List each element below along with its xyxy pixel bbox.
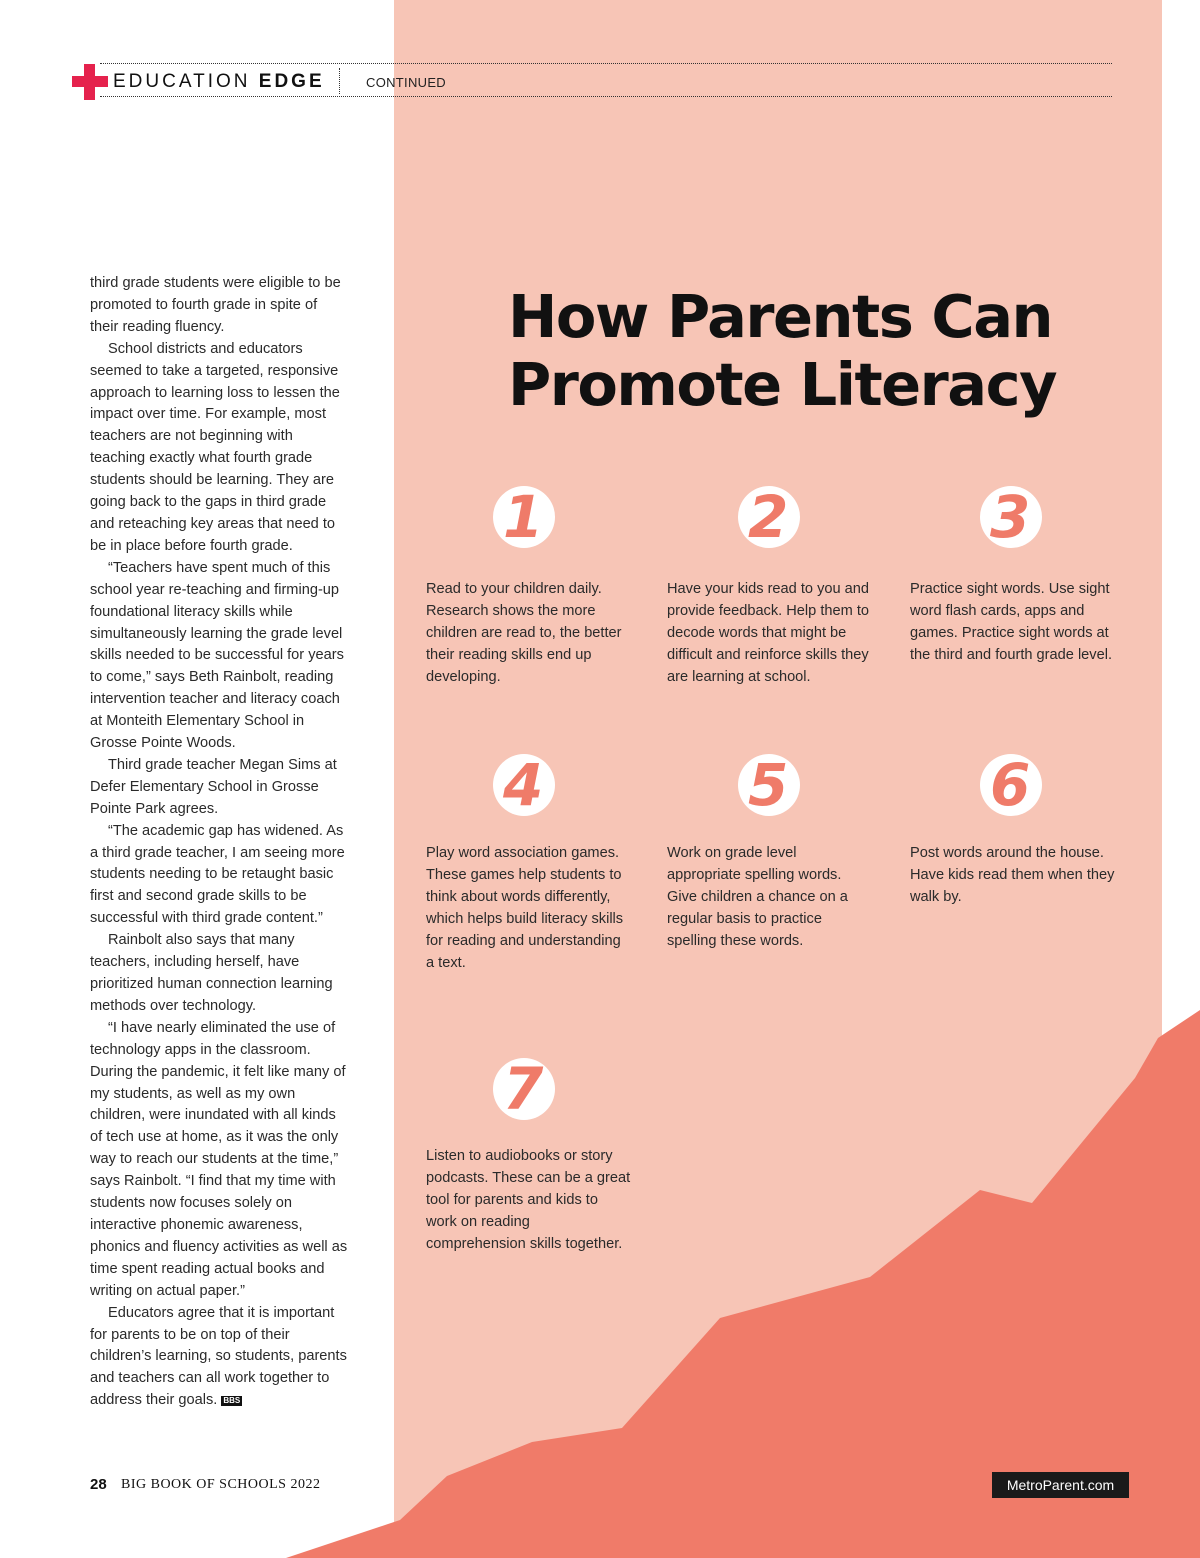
tip-number-3: 3 [990,483,1029,551]
continued-label: CONTINUED [366,75,446,90]
tip-text-7: Listen to audiobooks or story podcasts. These can be a great tool for parents and kids to work on reading comprehension skills together. [426,1148,631,1252]
sidebar-title-line-2: Promote Literacy [508,350,1057,419]
website-link[interactable]: MetroParent.com [992,1472,1129,1498]
tip-number-badge-5 [738,751,800,819]
tip-number-1: 1 [503,483,542,551]
tip-number-badge-4 [493,751,555,819]
sidebar-title-line-1: How Parents Can [508,282,1053,351]
tip-number-badge-7 [493,1055,555,1123]
article-paragraph: “Teachers have spent much of this school year re-teaching and firming-up foundational literacy skills while simultaneously learning the grade level skills needed to be successful for years to come,” says Beth Rainbolt, reading intervention teacher and literacy coach at Monteith Elementary School in Grosse Pointe Woods. [90,559,344,752]
tip-number-6: 6 [990,751,1029,819]
tip-text-4: Play word association games. These games help students to think about words differently, which helps build literacy skills for reading and understanding a text. [426,845,624,971]
tip-number-5: 5 [748,751,787,819]
article-paragraph: “I have nearly eliminated the use of technology apps in the classroom. During the pandemic, it felt like many of my students, as well as my own children, were inundated with all kinds of tech use at home, as it was the only way to reach our students at the time,” says Rainbolt. “I find that my time with students now focuses solely on interactive phonemic awareness, phonics and fluency activities as well as time spent reading actual books and writing on actual paper.” [90,1019,348,1299]
tip-number-badge-6 [980,751,1042,819]
header-rule-top [100,63,1112,64]
article-paragraph: third grade students were eligible to be promoted to fourth grade in spite of their reading fluency. [90,275,341,335]
tip-text-1: Read to your children daily. Research shows the more children are read to, the better their reading skills end up developing. [426,581,622,685]
tip-number-badge-2 [738,483,800,551]
tip-number-badge-1 [493,483,555,551]
tip-text-6: Post words around the house. Have kids read them when they walk by. [910,845,1115,905]
article-paragraph: Third grade teacher Megan Sims at Defer Elementary School in Grosse Pointe Park agrees. [90,756,337,817]
red-cross-icon [72,64,108,100]
page-number: 28 [90,1476,107,1493]
end-mark: BBS [223,1396,241,1406]
tip-text-2: Have your kids read to you and provide feedback. Help them to decode words that might be difficult and reinforce skills they are learning at school. [667,581,869,685]
header-separator [339,68,340,94]
tip-number-4: 4 [503,751,542,819]
section-label: EDUCATION EDGE [113,71,325,92]
article-column [90,273,348,1412]
tip-text-3: Practice sight words. Use sight word flash cards, apps and games. Practice sight words at the third and fourth grade level. [910,581,1113,663]
article-paragraph-last [90,1303,348,1413]
article-paragraph: Rainbolt also says that many teachers, including herself, have prioritized human connection learning methods over technology. [90,932,333,1014]
article-paragraph: “The academic gap has widened. As a third grade teacher, I am seeing more students needing to be retaught basic first and second grade skills to be successful with third grade content.” [90,822,345,927]
article-paragraph: School districts and educators seemed to take a targeted, responsive approach to learning loss to lessen the impact over time. For example, most teachers are not beginning with teaching exactly what fourth grade students should be learning. They are going back to the gaps in third grade and reteaching key areas that need to be in place before fourth grade. [90,340,340,554]
tip-number-badge-3 [980,483,1042,551]
tip-number-7: 7 [503,1055,542,1123]
publication-title: BIG BOOK OF SCHOOLS 2022 [121,1477,321,1492]
tip-number-2: 2 [748,483,787,551]
tip-text-5: Work on grade level appropriate spelling words. Give children a chance on a regular basis to practice spelling these words. [667,845,848,949]
header-rule-bottom [100,96,1112,97]
article-paragraph-text: Educators agree that it is important for parents to be on top of their children’s learning, so students, parents and teachers can all work together to address their goals. [90,1304,347,1409]
sidebar-title [508,283,1128,419]
